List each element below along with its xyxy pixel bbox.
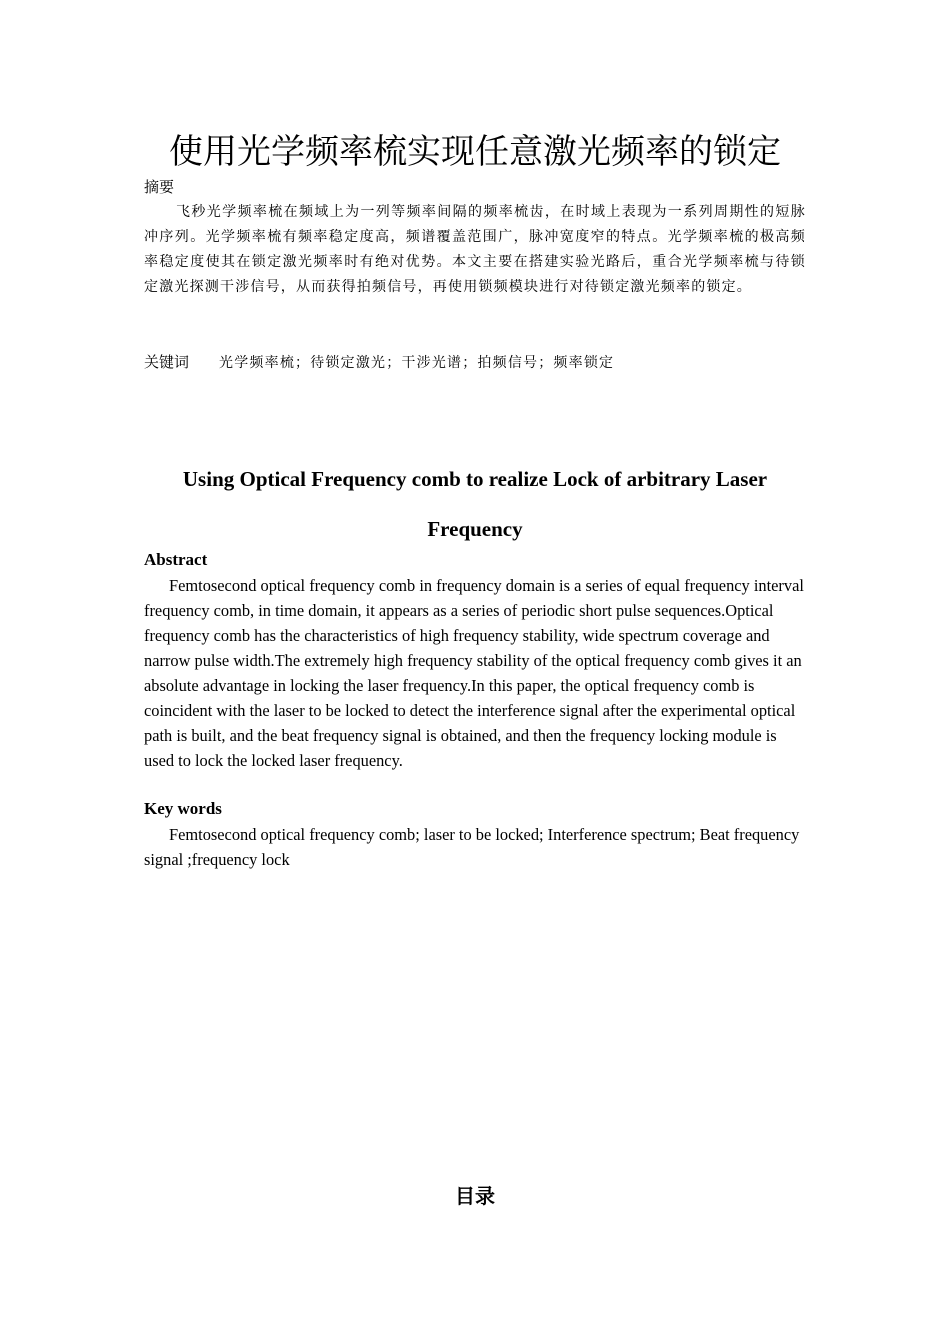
english-title-line2: Frequency [427, 517, 523, 541]
english-keywords-heading: Key words [144, 799, 222, 818]
english-abstract-heading: Abstract [144, 550, 208, 569]
chinese-keywords-line [144, 350, 614, 375]
english-title [144, 454, 806, 554]
chinese-abstract-body: 飞秒光学频率梳在频域上为一列等频率间隔的频率梳齿，在时域上表现为一系列周期性的短脉冲序列。光学频率梳有频率稳定度高，频谱覆盖范围广，脉冲宽度窄的特点。光学频率梳的极高频率稳定度使其在锁定激光频率时有绝对优势。本文主要在搭建实验光路后，重合光学频率梳与待锁定激光探测干涉信号，从而获得拍频信号，再使用锁频模块进行对待锁定激光频率的锁定。 [144, 204, 806, 295]
chinese-abstract-heading: 摘要 [144, 178, 175, 196]
table-of-contents-heading: 目录 [455, 1184, 495, 1208]
english-title-line1: Using Optical Frequency comb to realize Lock of arbitrary Laser [182, 467, 768, 491]
chinese-keywords: 光学频率梳；待锁定激光；干涉光谱；拍频信号；频率锁定 [219, 355, 615, 371]
english-keywords: Femtosecond optical frequency comb; laser to be locked; Interference spectrum; Beat frequency signal ;frequency lock [144, 825, 800, 869]
english-abstract-body: Femtosecond optical frequency comb in frequency domain is a series of equal frequency interval frequency comb, in time domain, it appears as a series of periodic short pulse sequences.Optical frequency comb has the characteristics of high frequency stability, wide spectrum coverage and narrow pulse width.The extremely high frequency stability of the optical frequency comb gives it an absolute advantage in locking the laser frequency.In this paper, the optical frequency comb is coincident with the laser to be locked to detect the interference signal after the experimental optical path is built, and the beat frequency signal is obtained, and then the frequency locking module is used to lock the locked laser frequency. [144, 576, 804, 770]
chinese-keywords-label: 关键词 [144, 353, 190, 371]
chinese-title: 使用光学频率梳实现任意激光频率的锁定 [169, 132, 781, 172]
